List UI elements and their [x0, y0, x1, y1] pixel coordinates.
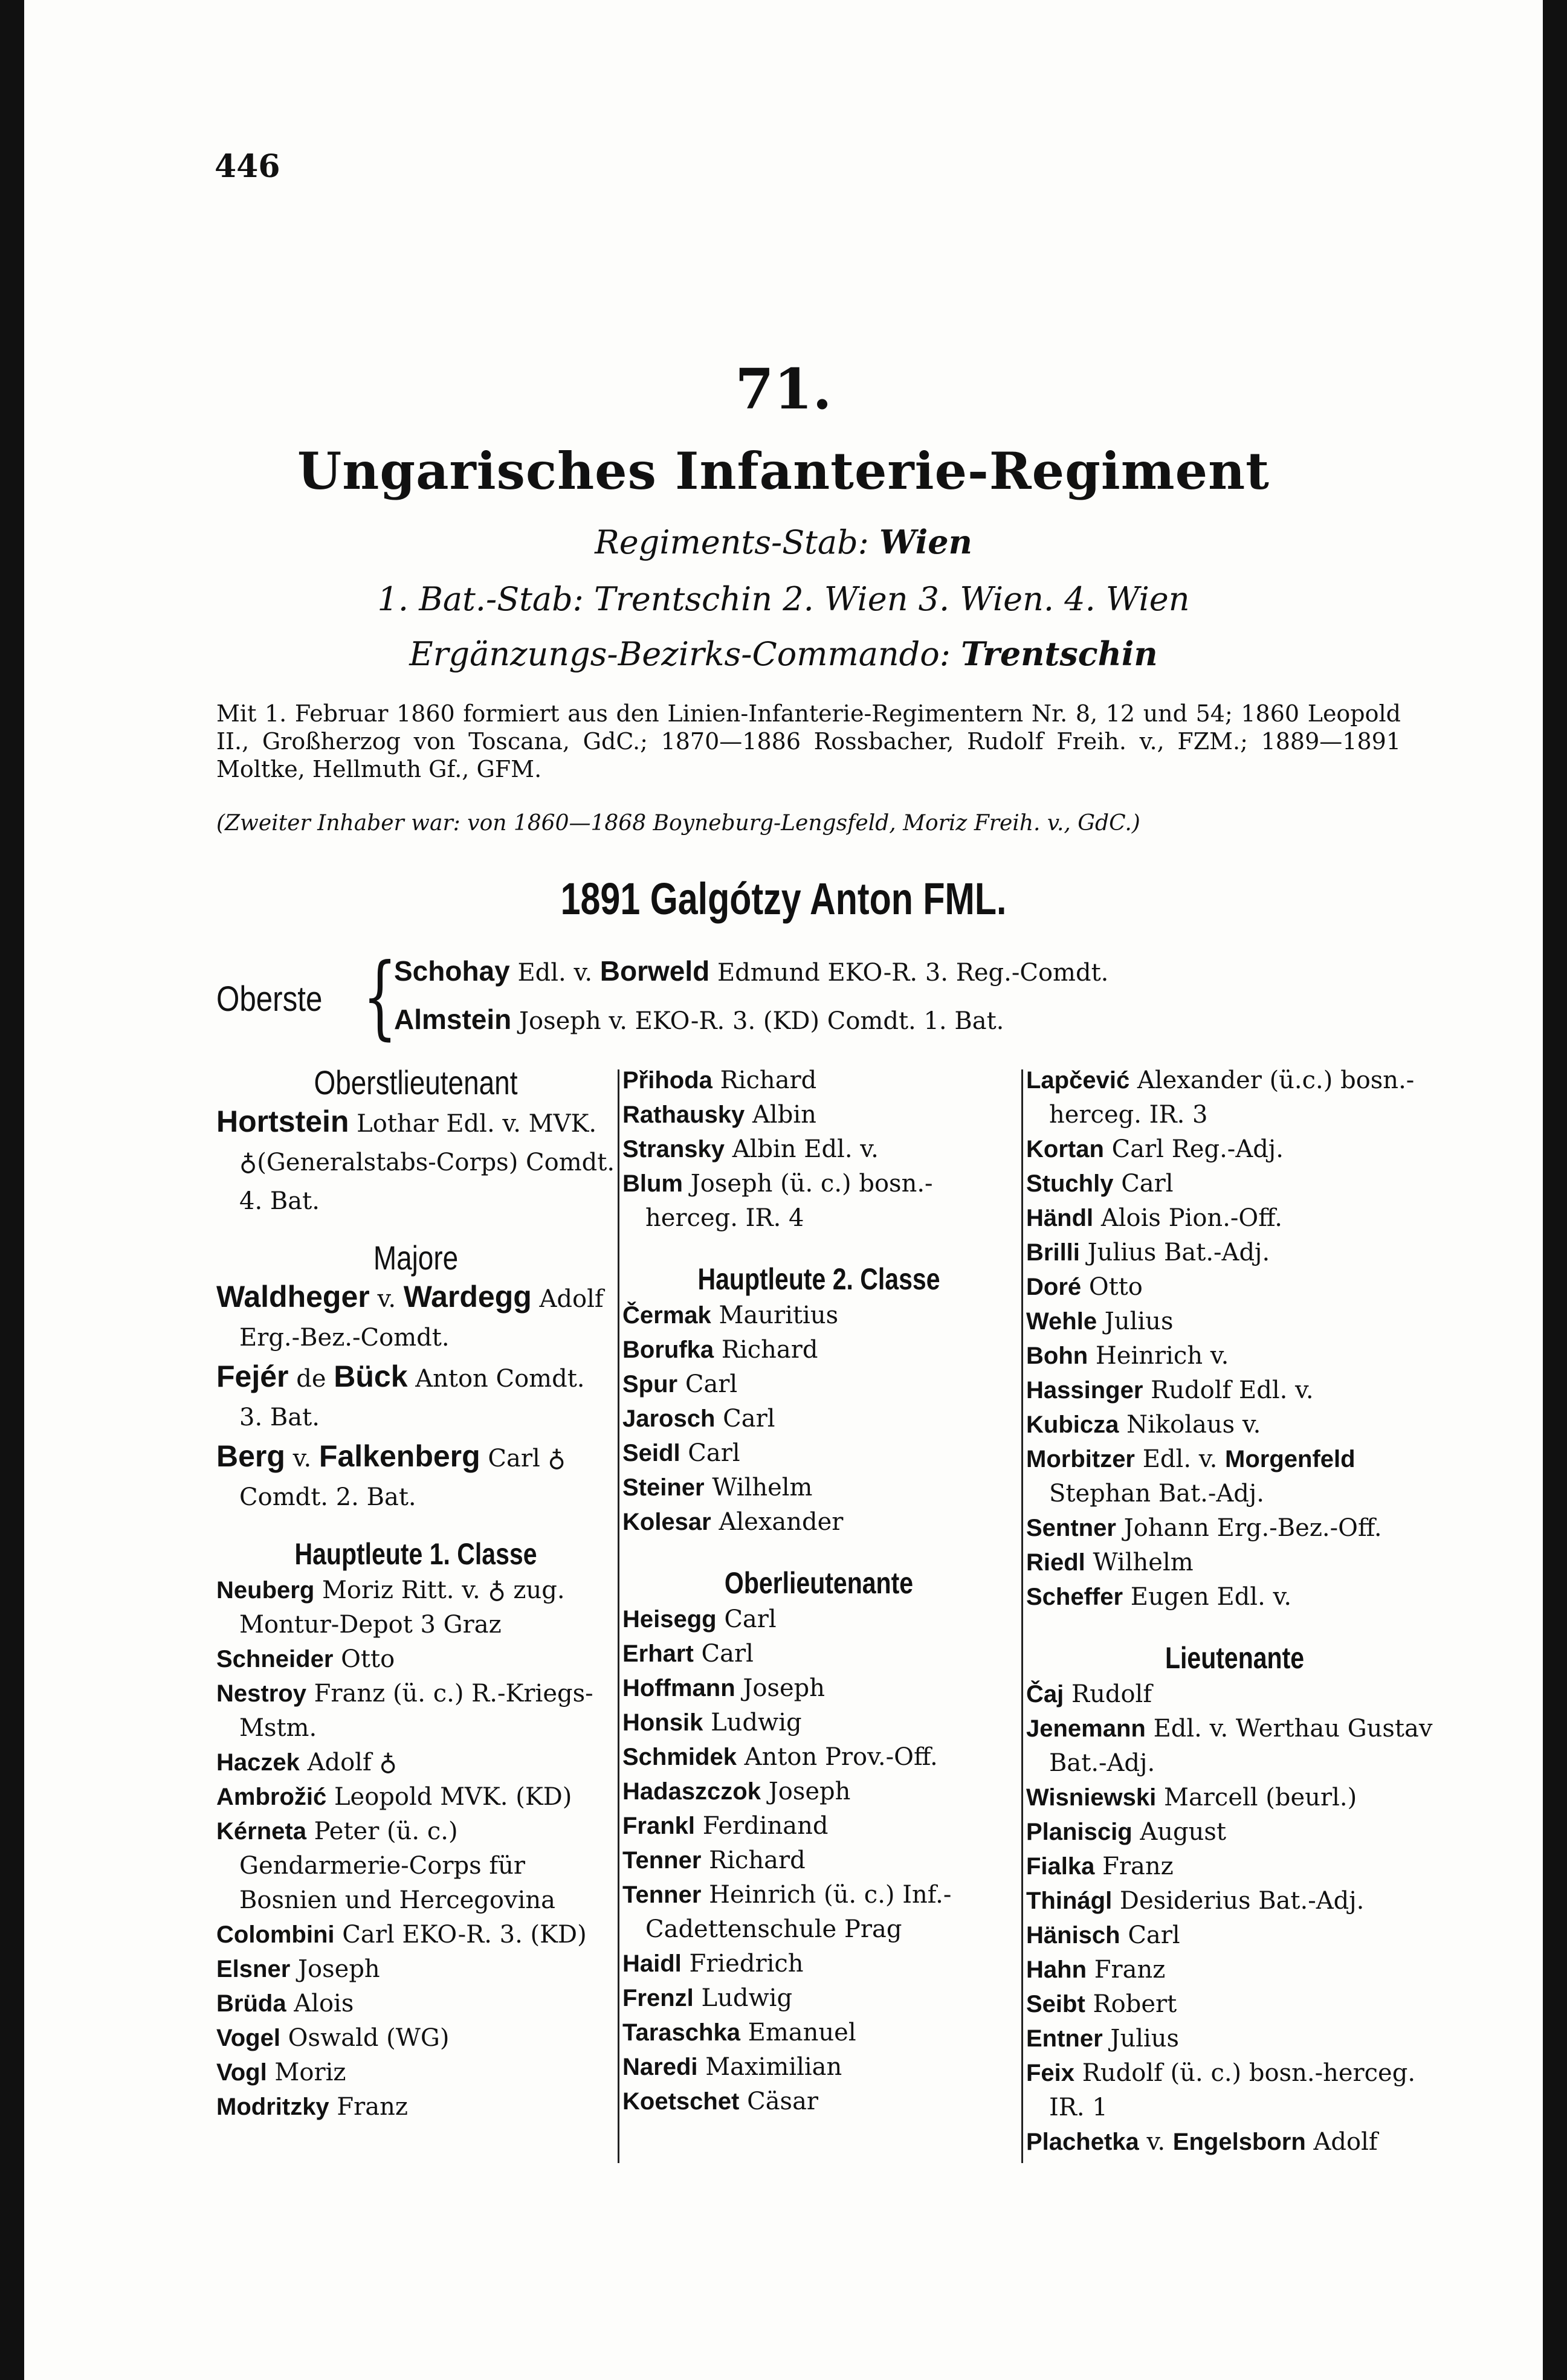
- officer-name: Nestroy: [216, 1680, 306, 1707]
- officer-entry: Hortstein Lothar Edl. v. MVK. ♁(Generalstabs-Corps) Comdt. 4. Bat.: [216, 1105, 615, 1215]
- officer-name: Engelsborn: [1172, 2129, 1306, 2155]
- officer-name: Hahn: [1026, 1956, 1087, 1983]
- battalion-staff-line: 1. Bat.-Stab: Trentschin 2. Wien 3. Wien. 4. Wien: [377, 580, 1190, 618]
- section-heading: Oberstlieutenant: [314, 1063, 518, 1101]
- officer-entry: Honsik Ludwig: [622, 1709, 802, 1737]
- officer-entry: Borufka Richard: [622, 1336, 818, 1364]
- officer-entry: Wisniewski Marcell (beurl.): [1026, 1784, 1357, 1811]
- officer-entry: Hahn Franz: [1026, 1956, 1166, 1984]
- officer-name: Schohay: [394, 955, 510, 987]
- scanned-page: [24, 0, 1543, 2380]
- officer-name: Elsner: [216, 1956, 291, 1982]
- officer-entry: Stransky Albin Edl. v.: [622, 1135, 879, 1163]
- column-3: [1026, 1063, 1443, 2159]
- erganzung-label: Ergänzungs-Bezirks-Commando:: [409, 635, 951, 673]
- officer-name: Ambrožić: [216, 1784, 327, 1810]
- officer-name: Seibt: [1026, 1991, 1085, 2017]
- officer-entry: Stuchly Carl: [1026, 1170, 1174, 1198]
- erganzung-line: [24, 634, 1543, 673]
- officer-entry: Riedl Wilhelm: [1026, 1549, 1194, 1576]
- officer-entry: Vogl Moriz: [216, 2059, 346, 2086]
- officer-name: Naredi: [622, 2054, 698, 2080]
- brace-symbol: {: [363, 944, 398, 1050]
- officer-name: Thinágl: [1026, 1888, 1113, 1914]
- officer-entry: Hadaszczok Joseph: [622, 1778, 851, 1805]
- officer-entry: Kolesar Alexander: [622, 1508, 844, 1536]
- officer-name: Händl: [1026, 1205, 1094, 1231]
- officer-entry: Doré Otto: [1026, 1273, 1143, 1301]
- officer-name: Kubicza: [1026, 1411, 1119, 1438]
- column-rule: [1021, 1069, 1023, 2163]
- officer-name: Fialka: [1026, 1853, 1095, 1880]
- officer-entry: Entner Julius: [1026, 2025, 1180, 2053]
- officer-name: Hänisch: [1026, 1922, 1120, 1949]
- staff-place: Wien: [879, 523, 972, 561]
- officer-name: Neuberg: [216, 1577, 315, 1604]
- officer-name: Haidl: [622, 1950, 682, 1977]
- officer-entry: Nestroy Franz (ü. c.) R.-Kriegs-Mstm.: [216, 1680, 593, 1742]
- officer-name: Jarosch: [622, 1405, 716, 1432]
- officer-name: Brilli: [1026, 1239, 1080, 1266]
- officer-name: Seidl: [622, 1440, 680, 1466]
- officer-entry: Rathausky Albin: [622, 1101, 816, 1129]
- officer-entry: Brilli Julius Bat.-Adj.: [1026, 1239, 1270, 1266]
- officer-entry: Blum Joseph (ü. c.) bosn.-herceg. IR. 4: [622, 1170, 933, 1232]
- section-heading: Hauptleute 1. Classe: [294, 1537, 537, 1571]
- officer-entry: Kubicza Nikolaus v.: [1026, 1411, 1261, 1439]
- officer-entry: Händl Alois Pion.-Off.: [1026, 1204, 1282, 1232]
- officer-name: Rathausky: [622, 1101, 745, 1128]
- officer-entry: Čaj Rudolf: [1026, 1680, 1152, 1708]
- regiment-name: Ungarisches Infanterie-Regiment: [297, 441, 1270, 501]
- officer-entry: Seidl Carl: [622, 1439, 740, 1467]
- officer-entry: Koetschet Cäsar: [622, 2088, 819, 2115]
- officer-entry: Naredi Maximilian: [622, 2053, 842, 2081]
- second-owner-note: (Zweiter Inhaber war: von 1860—1868 Boyneburg-Lengsfeld, Moriz Freih. v., GdC.): [216, 811, 1140, 836]
- officer-name: Hoffmann: [622, 1675, 735, 1701]
- oberst-entry: Almstein Joseph v. EKO-R. 3. (KD) Comdt. 1. Bat.: [394, 1004, 1004, 1035]
- regiment-number: 71.: [735, 356, 832, 422]
- officer-name: Spur: [622, 1371, 678, 1398]
- officer-entry: Haidl Friedrich: [622, 1950, 804, 1978]
- section-heading: Oberlieutenante: [724, 1566, 914, 1600]
- column-rule: [618, 1069, 619, 2163]
- officer-name: Colombini: [216, 1921, 335, 1948]
- officer-name: Hortstein: [216, 1105, 349, 1138]
- officer-entry: Thinágl Desiderius Bat.-Adj.: [1026, 1887, 1365, 1915]
- officer-entry: Hoffmann Joseph: [622, 1674, 826, 1702]
- regiment-chief: 1891 Galgótzy Anton FML.: [560, 874, 1007, 924]
- officer-entry: Spur Carl: [622, 1370, 738, 1398]
- officer-entry: Planiscig August: [1026, 1818, 1226, 1846]
- officer-name: Wehle: [1026, 1308, 1097, 1335]
- officer-entry: Feix Rudolf (ü. c.) bosn.-herceg. IR. 1: [1026, 2059, 1416, 2121]
- officer-name: Koetschet: [622, 2088, 740, 2115]
- officer-name: Tenner: [622, 1882, 702, 1908]
- officer-entry: Tenner Richard: [622, 1846, 806, 1874]
- officer-name: Entner: [1026, 2025, 1103, 2052]
- officer-name: Heisegg: [622, 1606, 717, 1633]
- officer-name: Haczek: [216, 1749, 300, 1776]
- regiment-history: Mit 1. Februar 1860 formiert aus den Linien-Infanterie-Regimentern Nr. 8, 12 und 54; 1860 Leopold II., Großherzog von Toscana, GdC.; 1870—1886 Rossbacher, Rudolf Freih. v., FZM.; 1889—1891 Moltke, Hellmuth Gf., GFM.: [216, 700, 1401, 782]
- officer-name: Borweld: [599, 955, 710, 987]
- officer-entry: Haczek Adolf ♁: [216, 1749, 397, 1776]
- officer-entry: Neuberg Moriz Ritt. v. ♁ zug. Montur-Depot 3 Graz: [216, 1576, 565, 1639]
- officer-entry: Colombini Carl EKO-R. 3. (KD): [216, 1921, 587, 1949]
- officer-name: Kérneta: [216, 1818, 306, 1845]
- officer-entry: Lapčević Alexander (ü.c.) bosn.-herceg. IR. 3: [1026, 1066, 1415, 1129]
- column-2: [622, 1063, 1015, 2119]
- officer-entry: Schmidek Anton Prov.-Off.: [622, 1743, 938, 1771]
- officer-entry: Fejér de Bück Anton Comdt. 3. Bat.: [216, 1359, 585, 1431]
- officer-entry: Frankl Ferdinand: [622, 1812, 829, 1840]
- officer-name: Jenemann: [1026, 1715, 1146, 1742]
- officer-name: Frenzl: [622, 1985, 694, 2011]
- staff-label: Regiments-Stab:: [595, 523, 869, 561]
- officer-entry: Jenemann Edl. v. Werthau Gustav Bat.-Adj.: [1026, 1715, 1433, 1777]
- officer-name: Steiner: [622, 1474, 705, 1501]
- officer-name: Taraschka: [622, 2019, 740, 2046]
- erganzung-place: Trentschin: [961, 634, 1158, 673]
- officer-entry: Erhart Carl: [622, 1640, 754, 1668]
- officer-entry: Berg v. Falkenberg Carl ♁ Comdt. 2. Bat.: [216, 1439, 566, 1511]
- section-heading: Majore: [373, 1239, 459, 1277]
- officer-entry: Přihoda Richard: [622, 1066, 817, 1094]
- regiment-staff-line: [24, 523, 1543, 561]
- officer-entry: Sentner Johann Erg.-Bez.-Off.: [1026, 1514, 1382, 1542]
- officer-name: Morgenfeld: [1225, 1446, 1355, 1472]
- officer-name: Planiscig: [1026, 1819, 1132, 1845]
- page-number: 446: [215, 148, 280, 185]
- officer-name: Erhart: [622, 1640, 694, 1667]
- officer-entry: Modritzky Franz: [216, 2093, 408, 2121]
- column-1: [216, 1063, 615, 2124]
- officer-name: Almstein: [394, 1004, 512, 1035]
- officer-entry: Čermak Mauritius: [622, 1301, 839, 1329]
- officer-name: Lapčević: [1026, 1067, 1130, 1094]
- officer-entry: Hassinger Rudolf Edl. v.: [1026, 1376, 1314, 1404]
- officer-entry: Wehle Julius: [1026, 1308, 1174, 1335]
- officer-name: Plachetka: [1026, 2129, 1139, 2155]
- officer-name: Scheffer: [1026, 1584, 1123, 1610]
- officer-name: Honsik: [622, 1709, 703, 1736]
- officer-name: Stransky: [622, 1136, 725, 1163]
- officer-name: Vogl: [216, 2059, 267, 2086]
- officer-name: Sentner: [1026, 1515, 1116, 1541]
- officer-name: Bohn: [1026, 1343, 1088, 1369]
- officer-name: Stuchly: [1026, 1170, 1114, 1197]
- officer-entry: Heisegg Carl: [622, 1605, 777, 1633]
- officer-name: Tenner: [622, 1847, 702, 1874]
- officer-name: Přihoda: [622, 1067, 712, 1094]
- section-heading: Lieutenante: [1165, 1641, 1305, 1675]
- officer-name: Morbitzer: [1026, 1446, 1135, 1472]
- officer-name: Borufka: [622, 1337, 714, 1363]
- officer-entry: Schneider Otto: [216, 1645, 395, 1673]
- officer-name: Doré: [1026, 1274, 1082, 1300]
- officer-name: Blum: [622, 1170, 683, 1197]
- officer-name: Feix: [1026, 2060, 1075, 2086]
- oberste-label: Oberste: [216, 979, 323, 1019]
- officer-name: Vogel: [216, 2025, 280, 2051]
- officer-entry: Taraschka Emanuel: [622, 2019, 856, 2046]
- officer-entry: Tenner Heinrich (ü. c.) Inf.-Cadettenschule Prag: [622, 1881, 952, 1943]
- officer-name: Hadaszczok: [622, 1778, 761, 1805]
- officer-name: Kortan: [1026, 1136, 1104, 1163]
- officer-name: Modritzky: [216, 2094, 329, 2120]
- officer-name: Čermak: [622, 1302, 711, 1329]
- officer-entry: Seibt Robert: [1026, 1990, 1177, 2018]
- officer-entry: Brüda Alois: [216, 1990, 354, 2017]
- page-content: [24, 0, 1543, 2380]
- oberst-entry: Schohay Edl. v. Borweld Edmund EKO-R. 3. Reg.-Comdt.: [394, 955, 1109, 987]
- officer-entry: Frenzl Ludwig: [622, 1984, 793, 2012]
- officer-entry: Jarosch Carl: [622, 1405, 775, 1433]
- officer-entry: Kortan Carl Reg.-Adj.: [1026, 1135, 1284, 1163]
- officer-name: Riedl: [1026, 1549, 1085, 1576]
- officer-entry: Fialka Franz: [1026, 1853, 1174, 1880]
- officer-name: Wisniewski: [1026, 1784, 1157, 1811]
- officer-entry: Scheffer Eugen Edl. v.: [1026, 1583, 1292, 1611]
- officer-entry: Plachetka v. Engelsborn Adolf: [1026, 2128, 1378, 2156]
- officer-entry: Ambrožić Leopold MVK. (KD): [216, 1783, 572, 1811]
- officer-name: Schneider: [216, 1646, 334, 1672]
- officer-entry: Steiner Wilhelm: [622, 1474, 813, 1501]
- officer-entry: Kérneta Peter (ü. c.) Gendarmerie-Corps für Bosnien und Hercegovina: [216, 1817, 555, 1914]
- officer-name: Kolesar: [622, 1509, 711, 1535]
- officer-entry: Elsner Joseph: [216, 1955, 380, 1983]
- officer-name: Čaj: [1026, 1681, 1064, 1708]
- officer-name: Frankl: [622, 1813, 696, 1839]
- officer-entry: Waldheger v. Wardegg Adolf Erg.-Bez.-Comdt.: [216, 1280, 604, 1352]
- officer-name: Brüda: [216, 1990, 286, 2017]
- officer-entry: Morbitzer Edl. v. Morgenfeld Stephan Bat.-Adj.: [1026, 1445, 1355, 1508]
- officer-entry: Vogel Oswald (WG): [216, 2024, 450, 2052]
- section-heading: Hauptleute 2. Classe: [697, 1262, 940, 1296]
- officer-entry: Hänisch Carl: [1026, 1921, 1180, 1949]
- officer-name: Schmidek: [622, 1744, 737, 1770]
- officer-entry: Bohn Heinrich v.: [1026, 1342, 1229, 1370]
- officer-name: Hassinger: [1026, 1377, 1143, 1404]
